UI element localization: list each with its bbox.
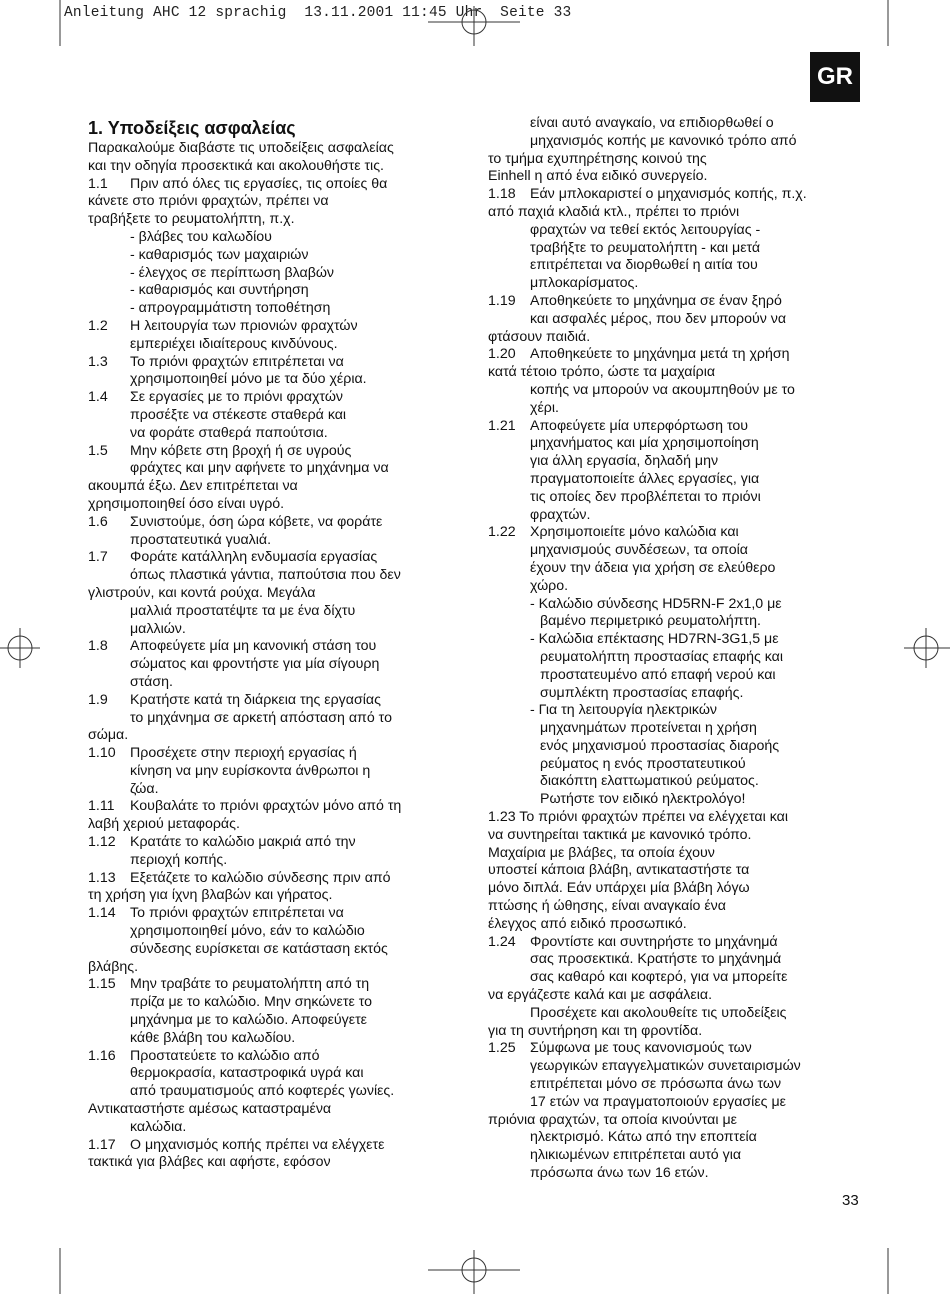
bullet-line: - καθαρισμός των μαχαιριών (130, 246, 309, 263)
numbered-item (88, 1137, 448, 1155)
numbered-item (88, 176, 448, 194)
text-line: γεωργικών επαγγελματικών συνεταιρισμών (530, 1058, 801, 1075)
item-number: 1.5 (88, 442, 108, 459)
text-line: και ασφαλές μέρος, που δεν μπορούν να (530, 310, 787, 327)
item-number: 1.11 (88, 798, 115, 815)
item-text: Συνιστούμε, όση ώρα κόβετε, να φοράτε (130, 513, 383, 530)
text-line: εμπεριέχει ιδιαίτερους κινδύνους. (130, 335, 338, 352)
text-line: για τη συντήρηση και τη φροντίδα. (488, 1022, 703, 1039)
numbered-item (88, 638, 448, 656)
bullet-line: ρευματολήπτη προστασίας επαφής και (540, 648, 784, 665)
text-line: ηλικιωμένων επιτρέπεται αυτό για (530, 1147, 742, 1164)
item-number: 1.13 (88, 869, 116, 886)
numbered-item (88, 798, 448, 816)
text-line: έλεγχος από ειδικό προσωπικό. (488, 915, 687, 932)
item-number: 1.24 (488, 933, 516, 950)
item-number: 1.6 (88, 513, 108, 530)
text-line: τραβήξτε το ρευματολήπτη - και μετά (530, 239, 761, 256)
numbered-item (88, 318, 448, 336)
item-number: 1.22 (488, 524, 516, 541)
bullet-line: Ρωτήστε τον ειδικό ηλεκτρολόγο! (540, 791, 746, 808)
text-line: Παρακαλούμε διαβάστε τις υποδείξεις ασφαλείας (88, 140, 394, 156)
text-line: ακουμπά έξω. Δεν επιτρέπεται να (88, 478, 298, 495)
numbered-item (88, 834, 448, 852)
bullet-line: ρεύματος η ενός προστατευτικού (540, 755, 746, 772)
text-line: υποστεί κάποια βλάβη, αντικαταστήστε τα (488, 862, 750, 879)
text-line: να εργάζεστε καλά και με ασφάλεια. (488, 987, 713, 1004)
text-line: χέρι. (530, 399, 559, 416)
text-line: για άλλη εργασία, δηλαδή μην (530, 453, 719, 470)
text-line: έχουν την άδεια για χρήση σε ελεύθερο (530, 559, 776, 576)
bullet-line: - έλεγχος σε περίπτωση βλαβών (130, 264, 335, 281)
item-text: Εάν μπλοκαριστεί ο μηχανισμός κοπής, π.χ. (530, 186, 807, 203)
text-line: μηχάνημα με το καλώδιο. Αποφεύγετε (130, 1012, 368, 1029)
item-text: Μην κόβετε στη βροχή ή σε υγρούς (130, 442, 352, 459)
text-line: τακτικά για βλάβες και αφήστε, εφόσον (88, 1154, 331, 1171)
text-line: σώματος και φροντήστε για μία σίγουρη (130, 656, 380, 673)
text-line: περιοχή κοπής. (130, 851, 228, 868)
numbered-item (88, 1048, 448, 1066)
text-line: πρίζα με το καλώδιο. Μην σηκώνετε το (130, 994, 373, 1011)
numbered-item (88, 905, 448, 923)
bullet-line: - Καλώδιο σύνδεσης HD5RN-F 2x1,0 με (530, 595, 782, 612)
text-line: μαλλιών. (130, 620, 186, 637)
item-text: Κρατάτε το καλώδιο μακριά από την (130, 834, 356, 851)
numbered-item (88, 549, 448, 567)
bullet-line: - καθαρισμός και συντήρηση (130, 282, 309, 299)
text-line: πρόσωπα άνω των 16 ετών. (530, 1165, 709, 1182)
text-line: ηλεκτρισμό. Κάτω από την εποπτεία (530, 1129, 757, 1146)
text-line: από τραυματισμούς από κοφτερές γωνίες. (130, 1083, 395, 1100)
text-line: φραχτών να τεθεί εκτός λειτουργίας - (530, 221, 761, 238)
numbered-item (88, 745, 448, 763)
text-line: κατά τέτοιο τρόπο, ώστε τα μαχαίρια (488, 364, 716, 381)
text-line: να συντηρείται τακτικά με κανονικό τρόπο. (488, 826, 752, 843)
bullet-line: ενός μηχανισμού προστασίας διαροής (540, 737, 780, 754)
numbered-item (488, 186, 846, 204)
text-line: είναι αυτό αναγκαίο, να επιδιορθωθεί ο (530, 115, 774, 131)
item-number: 1.16 (88, 1047, 116, 1064)
text-line: μπλοκαρίσματος. (530, 275, 639, 292)
text-line: κάθε βλάβη του καλωδίου. (130, 1029, 296, 1046)
item-text: Φοράτε κατάλληλη ενδυμασία εργασίας (130, 549, 378, 566)
item-number: 1.21 (488, 417, 516, 434)
item-text: Πριν από όλες τις εργασίες, τις οποίες θα (130, 175, 388, 192)
text-line: καλώδια. (130, 1118, 187, 1135)
text-line: χρησιμοποιηθεί όσο είναι υγρό. (88, 495, 285, 512)
item-number: 1.9 (88, 691, 108, 708)
text-line: τις οποίες δεν προβλέπεται το πριόνι (530, 488, 761, 505)
item-text: Προσέχετε στην περιοχή εργασίας ή (130, 745, 357, 762)
text-line: πριόνια φραχτών, τα οποία κινούνται με (488, 1111, 737, 1128)
text-line: μηχανήματος και μία χρησιμοποίηση (530, 435, 759, 452)
text-line: 17 ετών να πραγματοποιούν εργασίες με (530, 1093, 786, 1110)
item-text: Σύμφωνα με τους κανονισμούς των (530, 1040, 752, 1057)
item-number: 1.10 (88, 745, 116, 762)
item-text: Κρατήστε κατά τη διάρκεια της εργασίας (130, 691, 381, 708)
item-text: Εξετάζετε το καλώδιο σύνδεσης πριν από (130, 869, 391, 886)
text-line: Einhell η από ένα ειδικό συνεργείο. (488, 168, 708, 185)
numbered-item (88, 870, 448, 888)
item-text: Κουβαλάτε το πριόνι φραχτών μόνο από τη (130, 798, 402, 815)
bullet-line: - απρογραμμάτιστη τοποθέτηση (130, 300, 331, 317)
text-line: να φοράτε σταθερά παπούτσια. (130, 424, 328, 441)
numbered-item (488, 346, 846, 364)
text-line: μηχανισμός κοπής με κανονικό τρόπο από (530, 132, 797, 149)
text-line: χρησιμοποιηθεί μόνο, εάν το καλώδιο (130, 923, 365, 940)
text-line: χρησιμοποιηθεί μόνο με τα δύο χέρια. (130, 371, 367, 388)
text-line: τραβήξετε το ρευματολήπτη, π.χ. (88, 211, 295, 228)
text-line: σύνδεσης ευρίσκεται σε κατάσταση εκτός (130, 940, 388, 957)
item-number: 1.4 (88, 389, 108, 406)
item-text: Το πριόνι φραχτών επιτρέπεται να (130, 905, 344, 922)
item-number: 1.17 (88, 1136, 116, 1153)
text-line: μαλλιά προστατέψτε τα με ένα δίχτυ (130, 602, 356, 619)
bullet-line: διακόπτη ελαττωματικού ρεύματος. (540, 773, 759, 790)
text-line: σας καθαρό και κοφτερό, για να μπορείτε (530, 969, 788, 986)
text-line: προσέξτε να στέκεστε σταθερά και (130, 406, 347, 423)
text-line: από παχιά κλαδιά κτλ., πρέπει το πριόνι (488, 203, 740, 220)
item-number: 1.14 (88, 905, 116, 922)
numbered-item (488, 934, 846, 952)
numbered-item (88, 443, 448, 461)
item-text: Το πριόνι φραχτών επιτρέπεται να (130, 353, 344, 370)
numbered-item (488, 1040, 846, 1058)
text-line: το μηχάνημα σε αρκετή απόσταση από το (130, 709, 392, 726)
bullet-line: - Καλώδια επέκτασης HD7RN-3G1,5 με (530, 631, 779, 648)
left-column (88, 115, 448, 1172)
bullet-line: προστατευμένο από επαφή νερού και (540, 666, 776, 683)
text-line: πραγματοποιείτε άλλες εργασίες, για (530, 470, 760, 487)
item-number: 1.8 (88, 638, 108, 655)
text-line: γλιστρούν, και κοντά ρούχα. Μεγάλα (88, 584, 316, 601)
text-line: βλάβης. (88, 958, 139, 975)
bullet-line: συμπλέκτη προστασίας επαφής. (540, 684, 744, 701)
bullet-line: βαμένο περιμετρικό ρευματολήπτη. (540, 613, 761, 630)
numbered-item (88, 976, 448, 994)
numbered-item (488, 524, 846, 542)
page-number: 33 (842, 1192, 859, 1209)
item-number: 1.1 (88, 175, 108, 192)
text-line: πτώσης ή ώθησης, είναι αναγκαίο ένα (488, 898, 726, 915)
bullet-line: - Για τη λειτουργία ηλεκτρικών (530, 702, 718, 719)
section-title: 1. Υποδείξεις ασφαλείας (88, 118, 296, 138)
text-line: κάνετε στο πριόνι φραχτών, πρέπει να (88, 193, 329, 210)
text-line: κίνηση να μην ευρίσκοντα άνθρωποι η (130, 762, 371, 779)
text-line: επιτρέπεται μόνο σε πρόσωπα άνω των (530, 1076, 782, 1093)
text-line: μηχανισμούς συνδέσεων, τα οποία (530, 542, 748, 559)
item-number: 1.18 (488, 186, 516, 203)
item-text: Αποθηκεύετε το μηχάνημα μετά τη χρήση (530, 346, 790, 363)
numbered-item (88, 514, 448, 532)
text-line: στάση. (130, 673, 173, 690)
numbered-item (488, 293, 846, 311)
text-line: και την οδηγία προσεκτικά και ακολουθήστε τις. (88, 157, 384, 174)
text-line: φραχτών. (530, 506, 591, 523)
item-text: Προστατεύετε το καλώδιο από (130, 1047, 320, 1064)
text-line: σας προσεκτικά. Κρατήστε το μηχάνημά (530, 951, 782, 968)
text-line: μόνο διπλά. Εάν υπάρχει μία βλάβη λόγω (488, 880, 750, 897)
item-number: 1.25 (488, 1040, 516, 1057)
item-number: 1.2 (88, 317, 108, 334)
text-line: Μαχαίρια με βλάβες, τα οποία έχουν (488, 844, 715, 861)
item-text: Σε εργασίες με το πριόνι φραχτών (130, 389, 343, 406)
item-text: Η λειτουργία των πριονιών φραχτών (130, 317, 358, 334)
text-line: 1.23 Το πριόνι φραχτών πρέπει να ελέγχεται και (488, 809, 788, 826)
item-text: Ο μηχανισμός κοπής πρέπει να ελέγχετε (130, 1136, 385, 1153)
item-number: 1.19 (488, 292, 516, 309)
numbered-item (88, 354, 448, 372)
item-number: 1.20 (488, 346, 516, 363)
item-text: Χρησιμοποιείτε μόνο καλώδια και (530, 524, 739, 541)
item-text: Αποθηκεύετε το μηχάνημα σε έναν ξηρό (530, 292, 782, 309)
numbered-item (88, 692, 448, 710)
text-line: λαβή χεριού μεταφοράς. (88, 816, 240, 833)
item-text: Αποφεύγετε μία υπερφόρτωση του (530, 417, 749, 434)
item-number: 1.12 (88, 834, 116, 851)
text-line: προστατευτικά γυαλιά. (130, 531, 272, 548)
text-line: Προσέχετε και ακολουθείτε τις υποδείξεις (530, 1004, 787, 1021)
text-line: χώρο. (530, 577, 569, 594)
item-text: Μην τραβάτε το ρευματολήπτη από τη (130, 976, 370, 993)
text-line: τη χρήση για ίχνη βλαβών και γήρατος. (88, 887, 333, 904)
item-number: 1.7 (88, 549, 108, 566)
text-line: φράχτες και μην αφήνετε το μηχάνημα να (130, 460, 389, 477)
text-line: Αντικαταστήστε αμέσως καταστραμένα (88, 1101, 332, 1118)
item-text: Αποφεύγετε μία μη κανονική στάση του (130, 638, 377, 655)
print-header: Anleitung AHC 12 sprachig 13.11.2001 11:45 Uhr Seite 33 (64, 5, 572, 21)
bullet-line: μηχανημάτων προτείνεται η χρήση (540, 720, 757, 737)
text-line: σώμα. (88, 727, 129, 744)
text-line: επιτρέπεται να διορθωθεί η αιτία του (530, 257, 758, 274)
numbered-item (488, 418, 846, 436)
right-column (488, 115, 846, 1183)
item-number: 1.15 (88, 976, 116, 993)
bullet-line: - βλάβες του καλωδίου (130, 228, 272, 245)
numbered-item (88, 389, 448, 407)
language-badge: GR (810, 52, 860, 102)
item-text: Φροντίστε και συντηρήστε το μηχάνημά (530, 933, 778, 950)
item-number: 1.3 (88, 353, 108, 370)
text-line: το τμήμα εχυπηρέτησης κοινού της (488, 150, 707, 167)
text-line: φτάσουν παιδιά. (488, 328, 591, 345)
text-line: θερμοκρασία, καταστροφικά υγρά και (130, 1065, 364, 1082)
text-line: όπως πλαστικά γάντια, παπούτσια που δεν (130, 567, 401, 584)
text-line: κοπής να μπορούν να ακουμπηθούν με το (530, 381, 795, 398)
text-line: ζώα. (130, 780, 159, 797)
